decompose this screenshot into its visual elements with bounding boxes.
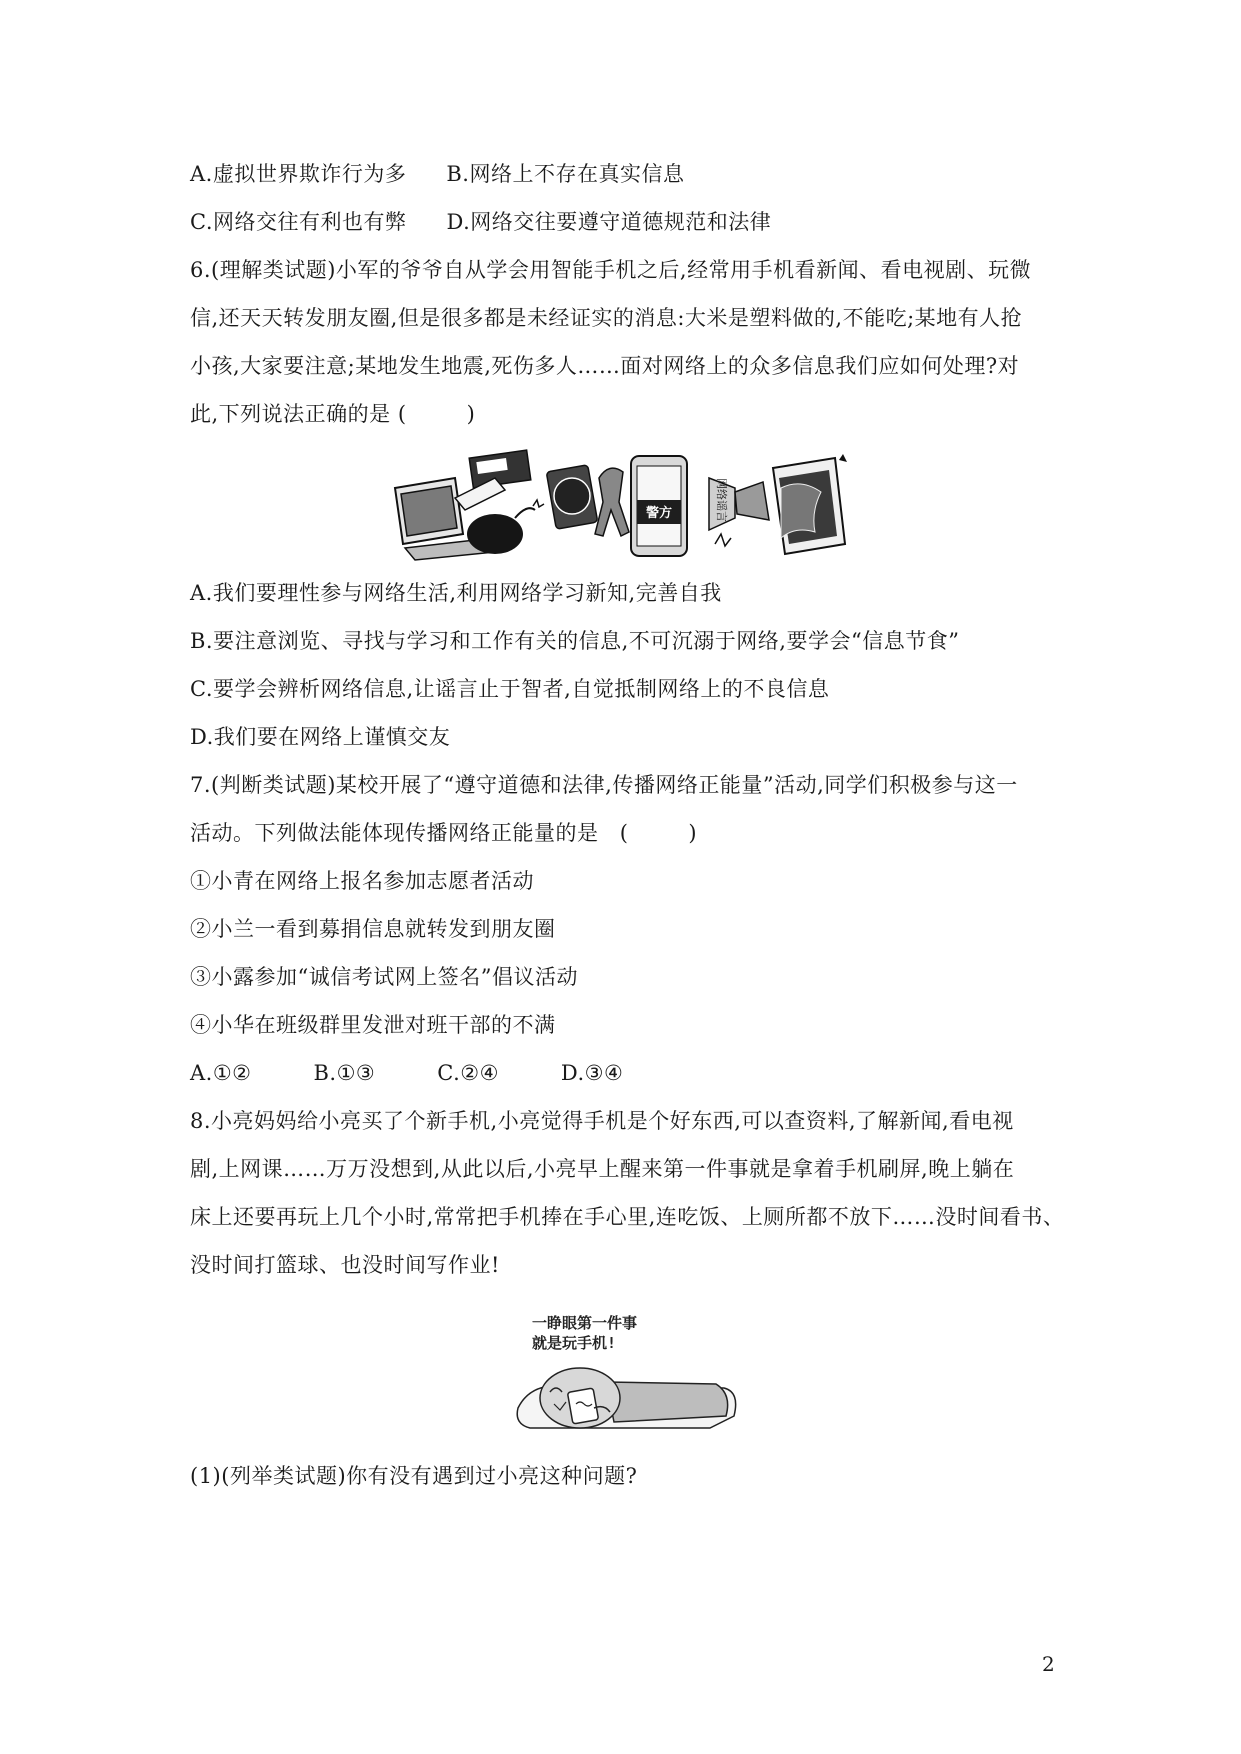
q8-stem-line-1: 8.小亮妈妈给小亮买了个新手机,小亮觉得手机是个好东西,可以查资料,了解新闻,看电视 bbox=[190, 1109, 1014, 1133]
q8-stem-line-2: 剧,上网课……万万没想到,从此以后,小亮早上醒来第一件事就是拿着手机刷屏,晚上躺在 bbox=[190, 1157, 1015, 1181]
q5-option-a: A.虚拟世界欺诈行为多 bbox=[190, 162, 407, 186]
q7-options-row bbox=[190, 1058, 1070, 1088]
cartoon-caption-line-2: 就是玩手机! bbox=[532, 1334, 617, 1352]
q8-cartoon-figure bbox=[510, 1312, 740, 1432]
q7-option-d: D.③④ bbox=[560, 1061, 624, 1085]
q7-item-4: ④小华在班级群里发泄对班干部的不满 bbox=[190, 1013, 556, 1037]
q5-option-c: C.网络交往有利也有弊 bbox=[190, 210, 407, 234]
q7-stem-line-2 bbox=[190, 818, 1070, 848]
sleeping-boy-with-phone bbox=[517, 1368, 735, 1428]
police-phone-panel bbox=[545, 448, 695, 562]
q6-option-c: C.要学会辨析网络信息,让谣言止于智者,自觉抵制网络上的不良信息 bbox=[190, 677, 830, 701]
q6-stem-text: 此,下列说法正确的是 bbox=[190, 402, 391, 426]
computer-bomb-panel bbox=[385, 448, 544, 562]
q5-option-d: D.网络交往要遵守道德规范和法律 bbox=[446, 210, 772, 234]
q6-stem-line-1: 6.(理解类试题)小军的爷爷自从学会用智能手机之后,经常用手机看新闻、看电视剧、玩微 bbox=[190, 258, 1032, 282]
q5-option-b: B.网络上不存在真实信息 bbox=[446, 162, 685, 186]
page-number: 2 bbox=[1042, 1652, 1055, 1676]
q6-stem-line-3: 小孩,大家要注意;某地发生地震,死伤多人……面对网络上的众多信息我们应如何处理?对 bbox=[190, 354, 1020, 378]
q6-option-a: A.我们要理性参与网络生活,利用网络学习新知,完善自我 bbox=[190, 581, 722, 605]
q6-stem-line-2: 信,还天天转发朋友圈,但是很多都是未经证实的消息:大米是塑料做的,不能吃;某地有人抢 bbox=[190, 306, 1023, 330]
q7-item-2: ②小兰一看到募捐信息就转发到朋友圈 bbox=[190, 917, 556, 941]
q5-options-row-1 bbox=[190, 159, 1070, 189]
q6-stem-line-4 bbox=[190, 399, 1070, 429]
q7-stem-text: 活动。下列做法能体现传播网络正能量的是 bbox=[190, 821, 599, 845]
q5-options-row-2 bbox=[190, 207, 1070, 237]
police-sign-label: 警方 bbox=[645, 506, 673, 521]
q6-option-d: D.我们要在网络上谨慎交友 bbox=[190, 725, 451, 749]
q8-stem-line-4: 没时间打篮球、也没时间写作业! bbox=[190, 1253, 500, 1277]
rumor-label: 网络谣言 bbox=[715, 478, 728, 522]
q7-option-a: A.①② bbox=[190, 1061, 252, 1085]
q7-stem-line-1: 7.(判断类试题)某校开展了“遵守道德和法律,传播网络正能量”活动,同学们积极参与这一 bbox=[190, 773, 1018, 797]
q7-option-b: B.①③ bbox=[313, 1061, 376, 1085]
q8-subquestion-1: (1)(列举类试题)你有没有遇到过小亮这种问题? bbox=[190, 1464, 638, 1488]
cartoon-caption-line-1: 一睁眼第一件事 bbox=[532, 1314, 638, 1332]
q7-answer-bracket-close: ) bbox=[688, 821, 698, 845]
q6-option-b: B.要注意浏览、寻找与学习和工作有关的信息,不可沉溺于网络,要学会“信息节食” bbox=[190, 629, 960, 653]
q7-item-1: ①小青在网络上报名参加志愿者活动 bbox=[190, 869, 534, 893]
q6-answer-bracket-close: ) bbox=[466, 402, 476, 426]
q7-option-c: C.②④ bbox=[437, 1061, 499, 1085]
q7-item-3: ③小露参加“诚信考试网上签名”倡议活动 bbox=[190, 965, 578, 989]
q6-cartoon-figure bbox=[385, 448, 860, 562]
q7-answer-bracket-open: ( bbox=[619, 821, 629, 845]
q8-stem-line-3: 床上还要再玩上几个小时,常常把手机捧在手心里,连吃饭、上厕所都不放下……没时间看书、 bbox=[190, 1205, 1065, 1229]
q6-answer-bracket-open: ( bbox=[397, 402, 407, 426]
rumor-loudspeaker-panel bbox=[699, 448, 860, 562]
